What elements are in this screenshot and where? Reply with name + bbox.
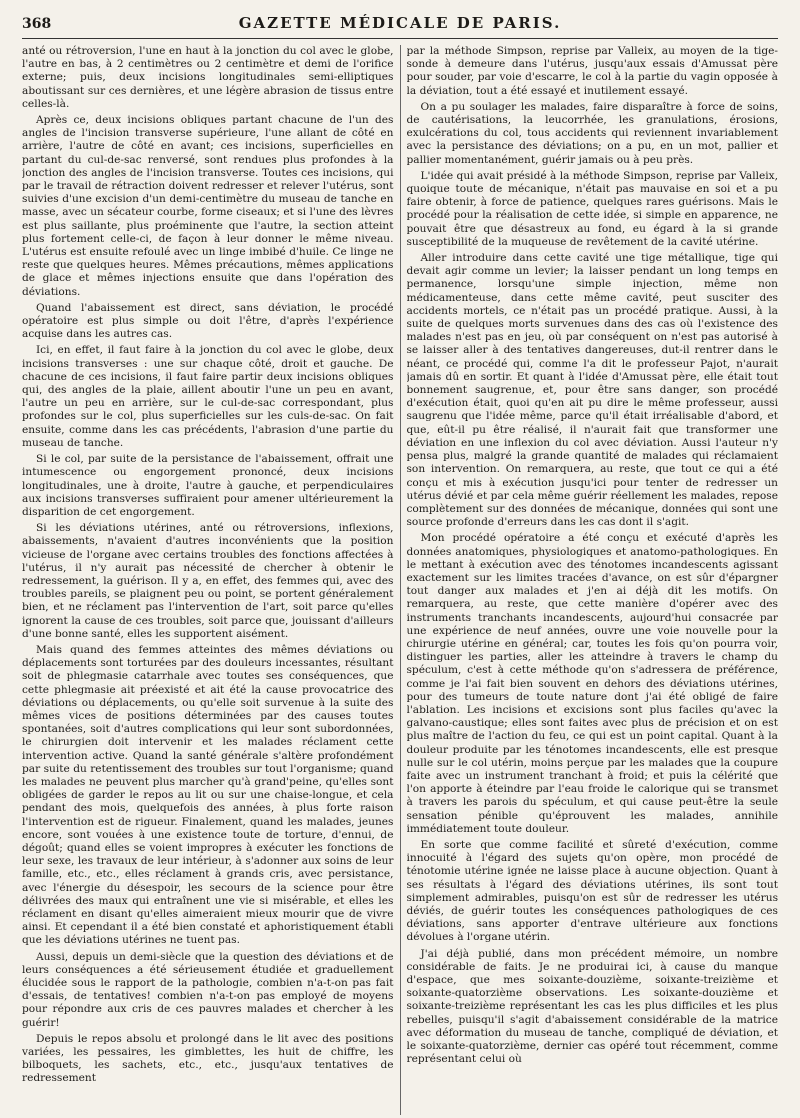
paragraph: En sorte que comme facilité et sûreté d'exécution, comme innocuité à l'égard des sujets qu'on opère, mon procédé de ténotomie utérine ignée ne laisse place à aucune objection. Quant à ses résultats à l'égard des déviations utérines, ils sont tout simplement admirables, puisqu'on est sûr de redresser les utérus déviés, de guérir toutes les conséquences pathologiques de ces déviations, sans apporter d'entrave ultérieure aux fonctions dévolues à l'organe utérin. [406, 838, 778, 944]
page-number: 368 [22, 16, 52, 32]
text-columns [22, 45, 778, 1115]
paragraph: anté ou rétroversion, l'une en haut à la jonction du col avec le globe, l'autre en bas, à 2 centimètres ou 2 centimètre et demi de l'orifice externe; puis, deux incisions longitudinales semi-elliptiques aboutissant sur ces dernières, et une légère abrasion de tissus entre celles-là. [22, 45, 394, 110]
paragraph: Mon procédé opératoire a été conçu et exécuté d'après les données anatomiques, physiologiques et anatomo-pathologiques. En le mettant à exécution avec des ténotomes incandescents agissant exactement sur les limites tracées d'avance, on est sûr d'épargner tout danger aux malades et j'en ai déjà dit les motifs. On remarquera, au reste, que cette manière d'opérer avec des instruments tranchants incandescents, aujourd'hui consacrée par une expérience de neuf années, ouvre une voie nouvelle pour la chirurgie utérine en général; car, toutes les fois qu'on pourra voir, distinguer les parties, aller les atteindre à travers le champ du spéculum, c'est à cette méthode qu'on s'adressera de préférence, comme je l'ai fait bien souvent en dehors des déviations utérines, pour des tumeurs de toute nature dont j'ai été obligé de faire l'ablation. Les incisions et excisions sont plus faciles qu'avec la galvano-caustique; elles sont faites avec plus de précision et on est plus maître de l'action du feu, ce qui est un point capital. Quant à la douleur produite par les ténotomes incandescents, elle est presque nulle sur le col utérin, moins perçue par les malades que la coupure faite avec un instrument tranchant à froid; et puis la célérité que l'on apporte à éteindre par l'eau froide le calorique qui se transmet à travers les parois du spéculum, et qui cause peut-être la seule sensation pénible qu'éprouvent les malades, annihile immédiatement toute douleur. [406, 532, 778, 835]
paragraph: Si les déviations utérines, anté ou rétroversions, inflexions, abaissements, n'avaient d'autres inconvénients que la position vicieuse de l'organe avec certains troubles des fonctions affectées à l'utérus, il n'y aurait pas nécessité de chercher à obtenir le redressement, la guérison. Il y a, en effet, des femmes qui, avec des troubles pareils, se plaignent peu ou point, se portent généralement bien, et ne réclament pas l'intervention de l'art, soit parce qu'elles ignorent la cause de ces troubles, soit parce que, jouissant d'ailleurs d'une bonne santé, elles les supportent aisément. [22, 522, 394, 640]
paragraph: Depuis le repos absolu et prolongé dans le lit avec des positions variées, les pessaires, les gimblettes, les huit de chiffre, les bilboquets, les sachets, etc., etc., jusqu'aux tentatives de redressement [22, 1032, 394, 1085]
column-divider [400, 45, 401, 1115]
paragraph: Aller introduire dans cette cavité une tige métallique, tige qui devait agir comme un levier; la laisser pendant un long temps en permanence, lorsqu'une simple injection, même non médicamenteuse, dans cette même cavité, peut susciter des accidents mortels, ce n'était pas un procédé pratique. Aussi, à la suite de quelques morts survenues dans des cas où l'existence des malades n'est pas en jeu, où par conséquent on n'est pas autorisé à se laisser aller à des tentatives dangereuses, dut-il rentrer dans le néant, ce procédé qui, comme l'a dit le professeur Pajot, n'aurait jamais dû en sortir. Et quant à l'idée d'Amussat père, elle était tout bonnement saugrenue, et, pour être sans danger, son procédé d'exécution était, quoi qu'en ait pu dire le même professeur, aussi saugrenu que l'idée même, parce qu'il était irréalisable d'abord, et que, eût-il pu être réalisé, il n'aurait fait que transformer une déviation en une inflexion du col avec déviation. Aussi l'auteur n'y pensa plus, malgré la grande quantité de malades qui réclamaient son intervention. On remarquera, au reste, que tout ce qui a été conçu et mis à exécution jusqu'ici pour tenter de redresser un utérus dévié et par cela même guérir réellement les malades, repose complètement sur des données de mécanique, données qui sont une source profonde d'erreurs dans les cas dont il s'agit. [406, 252, 778, 529]
right-column [407, 45, 779, 1115]
page-header [22, 14, 778, 39]
journal-title: GAZETTE MÉDICALE DE PARIS. [238, 14, 562, 32]
paragraph: L'idée qui avait présidé à la méthode Simpson, reprise par Valleix, quoique toute de mécanique, n'était pas mauvaise en soi et a pu faire obtenir, à force de patience, quelques rares guérisons. Mais le procédé pour la réalisation de cette idée, si simple en apparence, ne pouvait être que désastreux au fond, eu égard à la si grande susceptibilité de la muqueuse de revêtement de la cavité utérine. [406, 169, 778, 248]
paragraph: Ici, en effet, il faut faire à la jonction du col avec le globe, deux incisions transverses : une sur chaque côté, droit et gauche. De chacune de ces incisions, il faut faire partir deux incisions obliques qui, des angles de la plaie, aillent aboutir l'une un peu en avant, l'autre un peu en arrière, sur le cul-de-sac correspondant, plus profondes sur le col, plus superficielles sur les culs-de-sac. On fait ensuite, comme dans les cas précédents, l'abrasion d'une partie du museau de tanche. [22, 344, 394, 449]
paragraph: Quand l'abaissement est direct, sans déviation, le procédé opératoire est plus simple ou doit l'être, d'après l'expérience acquise dans les autres cas. [22, 301, 394, 341]
paragraph: par la méthode Simpson, reprise par Valleix, au moyen de la tige-sonde à demeure dans l'utérus, jusqu'aux essais d'Amussat père pour souder, par voie d'escarre, le col à la partie du vagin opposée à la déviation, tout a été essayé et inutilement essayé. [406, 45, 778, 97]
paragraph: Si le col, par suite de la persistance de l'abaissement, offrait une intumescence ou engorgement prononcé, deux incisions longitudinales, une à droite, l'autre à gauche, et perpendiculaires aux incisions transverses suffiraient pour amener ultérieurement la disparition de cet engorgement. [22, 453, 394, 518]
paragraph: On a pu soulager les malades, faire disparaître à force de soins, de cautérisations, la leucorrhée, les granulations, érosions, exulcérations du col, tous accidents qui reviennent invariablement avec la persistance des déviations; on a pu, en un mot, pallier et pallier momentanément, guérir jamais ou à peu près. [406, 100, 778, 166]
left-column [22, 45, 394, 1115]
paragraph: Après ce, deux incisions obliques partant chacune de l'un des angles de l'incision transverse supérieure, l'une allant de côté en arrière, l'autre de côté en avant; ces incisions, superficielles en partant du cul-de-sac renversé, sont rendues plus profondes à la jonction des angles de l'incision transverse. Toutes ces incisions, qui par le travail de rétraction doivent redresser et relever l'utérus, sont suivies d'une excision d'un demi-centimètre du museau de tanche en masse, avec un sécateur courbe, forme ciseaux; et si l'une des lèvres est plus saillante, plus proéminente que l'autre, la section atteint plus fortement celle-ci, de façon à leur donner le même niveau. L'utérus est ensuite refoulé avec un linge imbibé d'huile. Ce linge ne reste que quelques heures. Mêmes précautions, mêmes applications de glace et mêmes injections ensuite que dans l'opération des déviations. [22, 114, 394, 298]
paragraph: J'ai déjà publié, dans mon précédent mémoire, un nombre considérable de faits. Je ne produirai ici, à cause du manque d'espace, que mes soixante-douzième, soixante-treizième et soixante-quatorzième observations. Les soixante-douzième et soixante-treizième représentant les cas les plus difficiles et les plus rebelles, puisqu'il s'agit d'abaissement considérable de la matrice avec déformation du museau de tanche, compliqué de déviation, et le soixante-quatorzième, dernier cas opéré tout récemment, comme représentant celui où [406, 947, 778, 1066]
paragraph: Mais quand des femmes atteintes des mêmes déviations ou déplacements sont torturées par des douleurs incessantes, résultant soit de phlegmasie catarrhale avec toutes ses conséquences, que cette phlegmasie ait préexisté et ait été la cause provocatrice des déviations ou déplacements, ou qu'elle soit survenue à la suite des mêmes vices de positions déterminées par des causes toutes spontanées, soit d'autres complications qui leur sont subordonnées, le chirurgien doit intervenir et les malades réclament cette intervention active. Quand la santé générale s'altère profondément par suite du retentissement des troubles sur tout l'organisme; quand les malades ne peuvent plus marcher qu'à grand'peine, qu'elles sont obligées de garder le repos au lit ou sur une chaise-longue, et cela pendant des mois, quelquefois des années, à plus forte raison l'intervention est de rigueur. Finalement, quand les malades, jeunes encore, sont vouées à une existence toute de torture, d'ennui, de dégoût; quand elles se voient impropres à exécuter les fonctions de leur sexe, les travaux de leur intérieur, à s'adonner aux soins de leur famille, etc., etc., elles réclament à grands cris, avec persistance, avec l'énergie du désespoir, les secours de la science pour être délivrées des maux qui entraînent une vie si misérable, et elles les réclament en disant qu'elles aimeraient mieux mourir que de vivre ainsi. Et cependant il a été bien constaté et aphoristiquement établi que les déviations utérines ne tuent pas. [22, 643, 394, 947]
paragraph: Aussi, depuis un demi-siècle que la question des déviations et de leurs conséquences a été sérieusement étudiée et graduellement élucidée sous le rapport de la pathologie, combien n'a-t-on pas fait d'essais, de tentatives! combien n'a-t-on pas employé de moyens pour répondre aux cris de ces pauvres malades et chercher à les guérir! [22, 950, 394, 1029]
